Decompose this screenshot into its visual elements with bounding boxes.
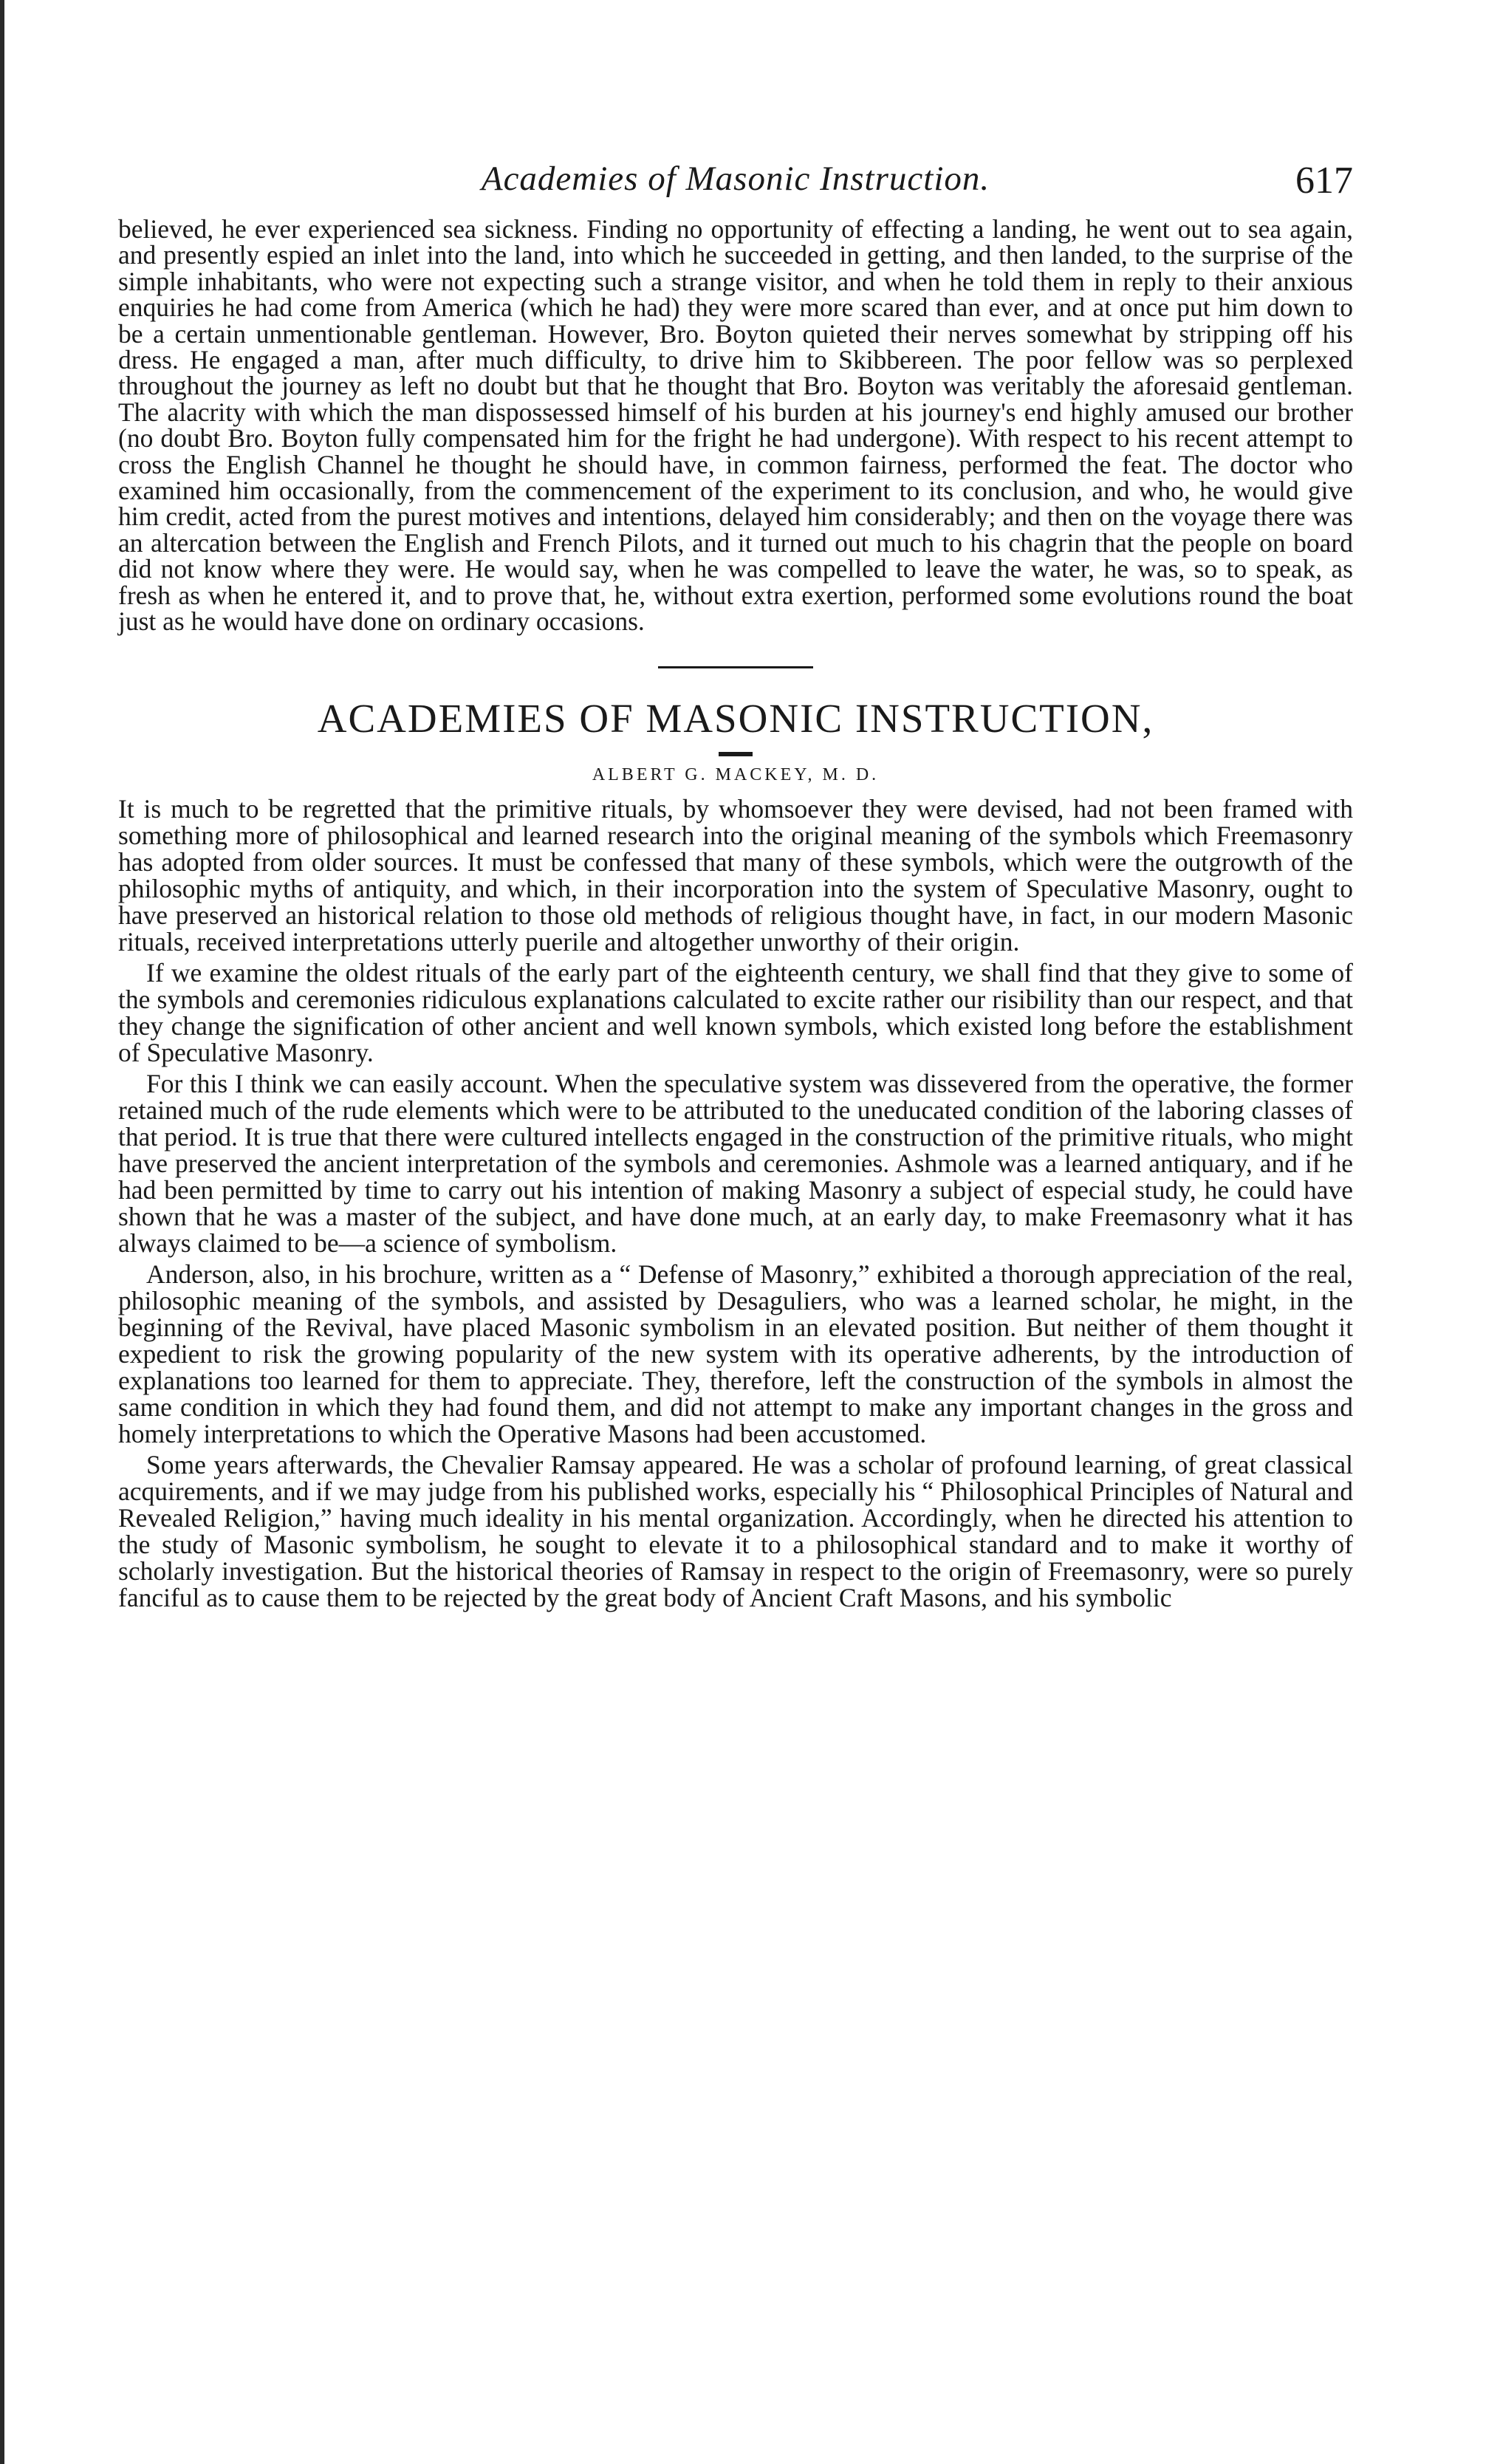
article-paragraph: For this I think we can easily account. When the speculative system was dissevered from the operative, the former retained much of the rude elements which were to be attributed to the uneducated condition of the laboring classes of that period. It is true that there were cultured intellects engaged in the construction of the primitive rituals, who might have preserved the ancient interpretation of the symbols and ceremonies. Ashmole was a learned antiquary, and if he had been permitted by time to carry out his intention of making Masonry a subject of especial study, he could have shown that he was a master of the subject, and have done much, at an early day, to make Freemasonry what it has always claimed to be—a science of symbolism.	[118, 1068, 1353, 1258]
book-page	[118, 159, 1353, 1611]
article-body	[118, 795, 1353, 1611]
page-number: 617	[1295, 160, 1353, 202]
article-paragraph: Some years afterwards, the Chevalier Ramsay appeared. He was a scholar of profound learning, of great classical acquirements, and if we may judge from his published works, especially his “ Philosophical Principles of Natural and Revealed Religion,” having much ideality in his mental organization. Accordingly, when he directed his attention to the study of Masonic symbolism, he sought to elevate it to a philosophical standard and to make it worthy of scholarly investigation. But the historical theories of Ramsay in respect to the origin of Freemasonry, were so purely fanciful as to cause them to be rejected by the great body of Ancient Craft Masons, and his symbolic	[118, 1449, 1353, 1612]
scan-edge	[0, 0, 4, 2464]
previous-article-continuation	[118, 216, 1353, 635]
article-paragraph: If we examine the oldest rituals of the early part of the eighteenth century, we shall find that they give to some of the symbols and ceremonies ridiculous explanations calculated to excite rather our risibility than our respect, and that they change the signification of other ancient and well known symbols, which existed long before the establishment of Speculative Masonry.	[118, 957, 1353, 1067]
article-title: ACADEMIES OF MASONIC INSTRUCTION,	[317, 695, 1154, 741]
running-head	[118, 159, 1353, 211]
continuation-paragraph: believed, he ever experienced sea sickness. Finding no opportunity of effecting a landing, he went out to sea again, and presently espied an inlet into the land, into which he succeeded in getting, and then landed, to the surprise of the simple inhabitants, who were not expecting such a strange visitor, and when he told them in reply to their anxious enquiries he had come from America (which he had) they were more scared than ever, and at once put him down to be a certain unmentionable gentleman. However, Bro. Boyton quieted their nerves somewhat by stripping off his dress. He engaged a man, after much difficulty, to drive him to Skibbereen. The poor fellow was so perplexed throughout the journey as left no doubt but that he thought that Bro. Boyton was veritably the aforesaid gentleman. The alacrity with which the man dispossessed himself of his burden at his journey's end highly amused our brother (no doubt Bro. Boyton fully compensated him for the fright he had undergone). With respect to his recent attempt to cross the English Channel he thought he should have, in common fairness, performed the feat. The doctor who examined him occasionally, from the commencement of the experiment to its conclusion, and who, he would give him credit, acted from the purest motives and intentions, delayed him considerably; and then on the voyage there was an altercation between the English and French Pilots, and it turned out much to his chagrin that the people on board did not know where they were. He would say, when he was compelled to leave the water, he was, so to speak, as fresh as when he entered it, and to prove that, he, without extra exertion, performed some evolutions round the boat just as he would have done on ordinary occasions.	[118, 214, 1353, 637]
article-paragraph: It is much to be regretted that the primitive rituals, by whomsoever they were devised, had not been framed with something more of philosophical and learned research into the original meaning of the symbols which Freemasonry has adopted from older sources. It must be confessed that many of these symbols, which were the outgrowth of the philosophic myths of antiquity, and which, in their incorporation into the system of Speculative Masonry, ought to have preserved an historical relation to those old methods of religious thought have, in fact, in our modern Masonic rituals, received interpretations utterly puerile and altogether unworthy of their origin.	[118, 793, 1353, 956]
title-dash	[719, 752, 753, 756]
section-divider	[658, 666, 813, 668]
article-paragraph: Anderson, also, in his brochure, written as a “ Defense of Masonry,” exhibited a thorough appreciation of the real, philosophic meaning of the symbols, and assisted by Desaguliers, who was a learned scholar, he might, in the beginning of the Revival, have placed Masonic symbolism in an elevated position. But neither of them thought it expedient to risk the growing popularity of the new system with its operative adherents, by the introduction of explanations too learned for them to appreciate. They, therefore, left the construction of the symbols in almost the same condition in which they had found them, and did not attempt to make any important changes in the gross and homely interpretations to which the Operative Masons had been accustomed.	[118, 1259, 1353, 1448]
running-title: Academies of Masonic Instruction.	[481, 160, 990, 198]
author-byline: ALBERT G. MACKEY, M. D.	[592, 764, 880, 784]
